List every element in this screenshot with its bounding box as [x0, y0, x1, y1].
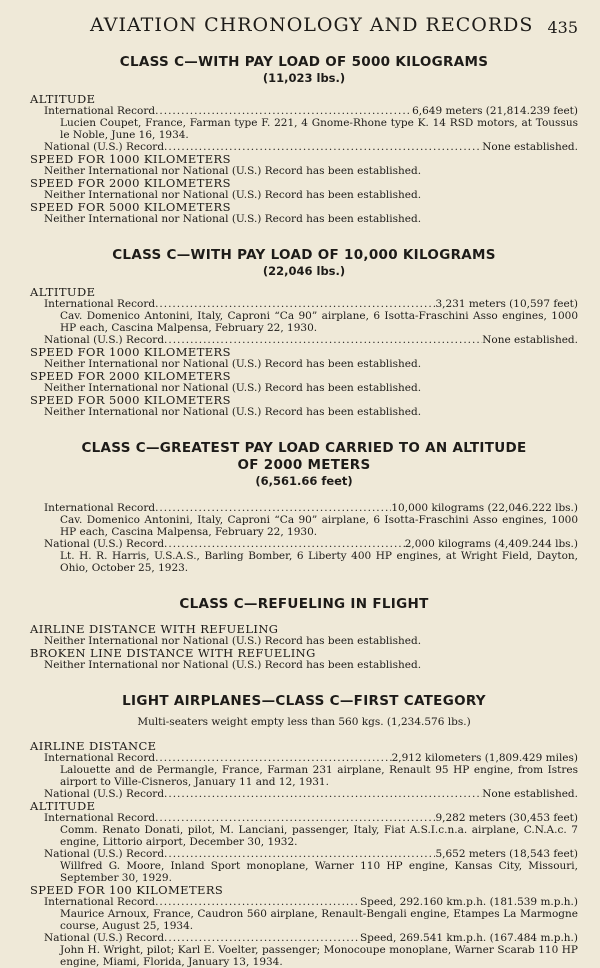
record-label: National (U.S.) Record — [44, 334, 165, 346]
record-value: Speed, 292.160 km.p.h. (181.539 m.p.h.) — [359, 896, 578, 908]
record-detail: Maurice Arnoux, France, Caudron 560 airplane, Renault-Bengali engine, Etampes La Marmogne course, August 25, 1934. — [60, 908, 578, 932]
section-body — [30, 623, 578, 671]
record-detail: Cav. Domenico Antonini, Italy, Caproni “Ca 90” airplane, 6 Isotta-Fraschini Asso engines, 1000 HP each, Cascina Malpensa, February 22, 1930. — [60, 514, 578, 538]
dot-leader — [164, 538, 405, 550]
running-header — [30, 12, 578, 46]
record-label: International Record — [44, 502, 156, 514]
category-heading: BROKEN LINE DISTANCE WITH REFUELING — [30, 646, 316, 660]
section-body — [30, 502, 578, 574]
section-note: Multi-seaters weight empty less than 560 kgs. (1,234.576 lbs.) — [137, 716, 471, 728]
dot-leader — [164, 848, 435, 860]
dot-leader — [164, 932, 360, 944]
category-heading: ALTITUDE — [30, 285, 96, 299]
category-heading: SPEED FOR 1000 KILOMETERS — [30, 345, 231, 359]
section-body — [30, 286, 578, 418]
record-detail: Lucien Coupet, France, Farman type F. 221, 4 Gnome-Rhone type K. 14 RSD motors, at Toussus le Noble, June 16, 1934. — [60, 117, 578, 141]
no-record-note: Neither International nor National (U.S.) Record has been established. — [44, 382, 422, 394]
record-label: National (U.S.) Record — [44, 788, 165, 800]
record-detail: Lt. H. R. Harris, U.S.A.S., Barling Bomber, 6 Liberty 400 HP engines, at Wright Field, Dayton, Ohio, October 25, 1923. — [60, 550, 578, 574]
record-row — [30, 812, 578, 824]
section-title: LIGHT AIRPLANES—CLASS C—FIRST CATEGORY — [122, 693, 486, 709]
record-label: National (U.S.) Record — [44, 538, 165, 550]
record-detail: Cav. Domenico Antonini, Italy, Caproni “Ca 90” airplane, 6 Isotta-Fraschini Asso engines, 1000 HP each, Cascina Malpensa, February 22, 1930. — [60, 310, 578, 334]
category-heading: SPEED FOR 1000 KILOMETERS — [30, 152, 231, 166]
category-heading: ALTITUDE — [30, 799, 96, 813]
record-row — [30, 105, 578, 117]
dot-leader — [155, 502, 391, 514]
category-heading: SPEED FOR 5000 KILOMETERS — [30, 200, 231, 214]
record-label: International Record — [44, 896, 156, 908]
record-section — [30, 54, 578, 225]
record-value: Speed, 269.541 km.p.h. (167.484 m.p.h.) — [359, 932, 578, 944]
section-title: CLASS C—WITH PAY LOAD OF 5000 KILOGRAMS — [119, 54, 489, 70]
running-title: AVIATION CHRONOLOGY AND RECORDS — [90, 14, 534, 36]
category-heading: AIRLINE DISTANCE — [30, 739, 157, 753]
record-detail: John H. Wright, pilot; Karl E. Voelter, passenger; Monocoupe monoplane, Warner Scarab 110 HP engine, Miami, Florida, January 13, 1934. — [60, 944, 578, 968]
dot-leader — [164, 788, 482, 800]
record-label: International Record — [44, 812, 156, 824]
records-content — [30, 54, 578, 968]
dot-leader — [155, 896, 360, 908]
record-value: 10,000 kilograms (22,046.222 lbs.) — [391, 502, 578, 514]
record-section — [30, 247, 578, 418]
no-record-note: Neither International nor National (U.S.) Record has been established. — [44, 635, 422, 647]
record-label: National (U.S.) Record — [44, 932, 165, 944]
record-section — [30, 440, 578, 574]
record-value: None established. — [482, 788, 578, 800]
category-heading: AIRLINE DISTANCE WITH REFUELING — [30, 622, 279, 636]
page-number: 435 — [547, 18, 578, 37]
no-record-note: Neither International nor National (U.S.) Record has been established. — [44, 213, 422, 225]
record-section — [30, 596, 578, 671]
record-value: 6,649 meters (21,814.239 feet) — [412, 105, 578, 117]
dot-leader — [155, 752, 392, 764]
record-value: 9,282 meters (30,453 feet) — [435, 812, 578, 824]
record-value: 3,231 meters (10,597 feet) — [435, 298, 578, 310]
no-record-note: Neither International nor National (U.S.) Record has been established. — [44, 659, 422, 671]
record-label: International Record — [44, 752, 156, 764]
section-subtitle: (6,561.66 feet) — [255, 474, 353, 488]
section-title: CLASS C—WITH PAY LOAD OF 10,000 KILOGRAMS — [112, 247, 496, 263]
category-heading: SPEED FOR 2000 KILOMETERS — [30, 369, 231, 383]
dot-leader — [155, 812, 435, 824]
record-value: 5,652 meters (18,543 feet) — [435, 848, 578, 860]
no-record-note: Neither International nor National (U.S.) Record has been established. — [44, 189, 422, 201]
record-value: None established. — [482, 334, 578, 346]
record-detail: Willfred G. Moore, Inland Sport monoplane, Warner 110 HP engine, Kansas City, Missouri, September 30, 1929. — [60, 860, 578, 884]
no-record-note: Neither International nor National (U.S.) Record has been established. — [44, 165, 422, 177]
record-detail: Lalouette and de Permangle, France, Farman 231 airplane, Renault 95 HP engine, from Istres airport to Ville-Cisneros, January 11 and 12, 1931. — [60, 764, 578, 788]
record-row — [30, 788, 578, 800]
record-row — [30, 752, 578, 764]
no-record-note: Neither International nor National (U.S.) Record has been established. — [44, 406, 422, 418]
category-heading: SPEED FOR 5000 KILOMETERS — [30, 393, 231, 407]
section-body — [30, 93, 578, 225]
record-row — [30, 502, 578, 514]
section-subtitle: (11,023 lbs.) — [262, 71, 346, 85]
no-record-note: Neither International nor National (U.S.) Record has been established. — [44, 358, 422, 370]
record-value: None established. — [482, 141, 578, 153]
dot-leader — [155, 298, 435, 310]
section-title: CLASS C—REFUELING IN FLIGHT — [179, 596, 429, 612]
record-row — [30, 932, 578, 944]
record-label: International Record — [44, 105, 156, 117]
record-detail: Comm. Renato Donati, pilot, M. Lanciani, passenger, Italy, Fiat A.S.I.c.n.a. airplane, C.N.A.c. 7 engine, Littorio airport, December 30, 1932. — [60, 824, 578, 848]
record-row — [30, 896, 578, 908]
section-body — [30, 740, 578, 968]
record-value: 2,000 kilograms (4,409.244 lbs.) — [404, 538, 578, 550]
record-row — [30, 298, 578, 310]
dot-leader — [155, 105, 412, 117]
section-title: CLASS C—GREATEST PAY LOAD CARRIED TO AN ALTITUDE OF 2000 METERS — [81, 440, 527, 473]
record-section — [30, 693, 578, 968]
record-label: International Record — [44, 298, 156, 310]
record-label: National (U.S.) Record — [44, 848, 165, 860]
record-row — [30, 848, 578, 860]
record-row — [30, 538, 578, 550]
record-label: National (U.S.) Record — [44, 141, 165, 153]
record-value: 2,912 kilometers (1,809.429 miles) — [391, 752, 578, 764]
category-heading: SPEED FOR 100 KILOMETERS — [30, 883, 224, 897]
category-heading: SPEED FOR 2000 KILOMETERS — [30, 176, 231, 190]
section-subtitle: (22,046 lbs.) — [262, 264, 346, 278]
category-heading: ALTITUDE — [30, 92, 96, 106]
